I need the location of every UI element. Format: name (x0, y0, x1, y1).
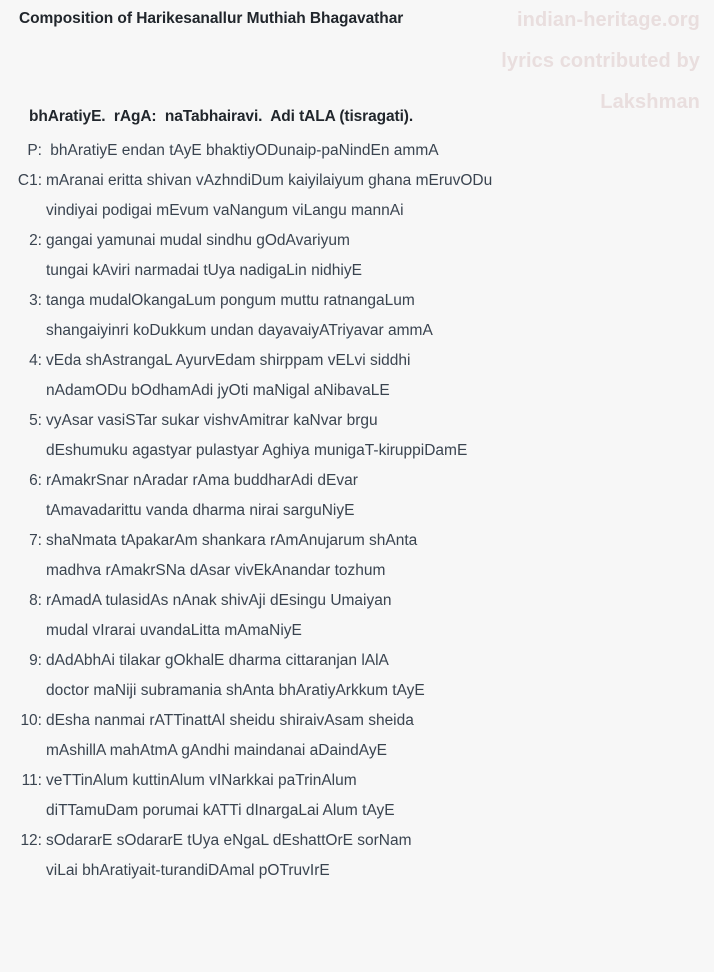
watermark-line-credit: lyrics contributed by (501, 50, 700, 72)
lyric-line (0, 442, 714, 472)
lyric-line-text: madhva rAmakrSNa dAsar vivEkAnandar tozhum (46, 562, 386, 579)
lyric-line (0, 502, 714, 532)
lyric-line-label: 12: (20, 832, 42, 849)
song-heading-text: bhAratiyE. rAgA: naTabhairavi. Adi tALA (tisragati). (29, 108, 414, 125)
lyric-line-text: mAshillA mahAtmA gAndhi maindanai aDaindAyE (46, 742, 387, 759)
lyric-line (0, 772, 714, 802)
lyric-line (0, 712, 714, 742)
lyric-line-list (0, 142, 714, 892)
lyric-line (0, 562, 714, 592)
lyric-line-text: rAmadA tulasidAs nAnak shivAji dEsingu Umaiyan (46, 592, 392, 609)
lyric-line-text: rAmakrSnar nAradar rAma buddharAdi dEvar (46, 472, 358, 489)
lyric-line-text: mudal vIrarai uvandaLitta mAmaNiyE (46, 622, 302, 639)
lyric-line-label: 10: (20, 712, 42, 729)
lyric-line-text: viLai bhAratiyait-turandiDAmal pOTruvIrE (46, 862, 330, 879)
lyric-line-text: vyAsar vasiSTar sukar vishvAmitrar kaNvar brgu (46, 412, 378, 429)
lyric-line (0, 382, 714, 412)
lyric-line-label: P: (27, 142, 42, 159)
lyric-line (0, 652, 714, 682)
lyric-line (0, 412, 714, 442)
lyric-line-label: 5: (29, 412, 42, 429)
lyric-line-text: nAdamODu bOdhamAdi jyOti maNigal aNibavaLE (46, 382, 390, 399)
lyric-line (0, 142, 714, 172)
lyric-line-text: doctor maNiji subramania shAnta bhAratiyArkkum tAyE (46, 682, 425, 699)
lyric-line-text: veTTinAlum kuttinAlum vINarkkai paTrinAlum (46, 772, 357, 789)
lyric-line-label: 6: (29, 472, 42, 489)
song-heading-line (0, 108, 714, 142)
lyric-line-label: 3: (29, 292, 42, 309)
lyric-line-label: 2: (29, 232, 42, 249)
lyric-line-text: diTTamuDam porumai kATTi dInargaLai Alum tAyE (46, 802, 395, 819)
lyrics-body (0, 108, 714, 892)
lyric-line (0, 352, 714, 382)
lyric-line (0, 322, 714, 352)
lyric-line-text: shangaiyinri koDukkum undan dayavaiyATriyavar ammA (46, 322, 433, 339)
lyric-line (0, 862, 714, 892)
lyric-line-text: sOdararE sOdararE tUya eNgaL dEshattOrE sorNam (46, 832, 412, 849)
lyric-line (0, 292, 714, 322)
page-title: Composition of Harikesanallur Muthiah Bhagavathar (19, 10, 404, 27)
lyric-line (0, 832, 714, 862)
lyric-line-text: dEsha nanmai rATTinattAl sheidu shiraivAsam sheida (46, 712, 414, 729)
lyric-line-text: bhAratiyE endan tAyE bhaktiyODunaip-paNindEn ammA (46, 142, 439, 159)
lyric-line-text: dEshumuku agastyar pulastyar Aghiya munigaT-kiruppiDamE (46, 442, 468, 459)
lyric-line-label: 4: (29, 352, 42, 369)
lyric-line-text: tAmavadarittu vanda dharma nirai sarguNiyE (46, 502, 355, 519)
lyric-line (0, 622, 714, 652)
lyric-line-text: dAdAbhAi tilakar gOkhalE dharma cittaranjan lAlA (46, 652, 389, 669)
lyric-line (0, 202, 714, 232)
lyric-line-label: 8: (29, 592, 42, 609)
watermark-line-site: indian-heritage.org (516, 9, 700, 31)
lyric-line-label: 11: (21, 772, 42, 789)
lyric-line-text: shaNmata tApakarAm shankara rAmAnujarum shAnta (46, 532, 418, 549)
lyric-line (0, 802, 714, 832)
lyric-line-text: tungai kAviri narmadai tUya nadigaLin nidhiyE (46, 262, 362, 279)
lyric-line (0, 262, 714, 292)
lyric-line (0, 172, 714, 202)
lyric-line-text: tanga mudalOkangaLum pongum muttu ratnangaLum (46, 292, 415, 309)
lyric-line (0, 232, 714, 262)
lyric-line-label: 9: (29, 652, 42, 669)
lyric-line (0, 682, 714, 712)
lyric-line-text: vindiyai podigai mEvum vaNangum viLangu mannAi (46, 202, 404, 219)
lyric-line-text: mAranai eritta shivan vAzhndiDum kaiyilaiyum ghana mEruvODu (46, 172, 493, 189)
lyric-line (0, 592, 714, 622)
lyric-line-label: C1: (17, 172, 42, 189)
lyric-line (0, 532, 714, 562)
watermark-line-contributor: Lakshman (600, 91, 700, 113)
lyric-line (0, 742, 714, 772)
lyric-line-text: gangai yamunai mudal sindhu gOdAvariyum (46, 232, 350, 249)
lyric-line-label: 7: (29, 532, 42, 549)
lyric-line (0, 472, 714, 502)
lyric-line-text: vEda shAstrangaL AyurvEdam shirppam vELvi siddhi (46, 352, 411, 369)
